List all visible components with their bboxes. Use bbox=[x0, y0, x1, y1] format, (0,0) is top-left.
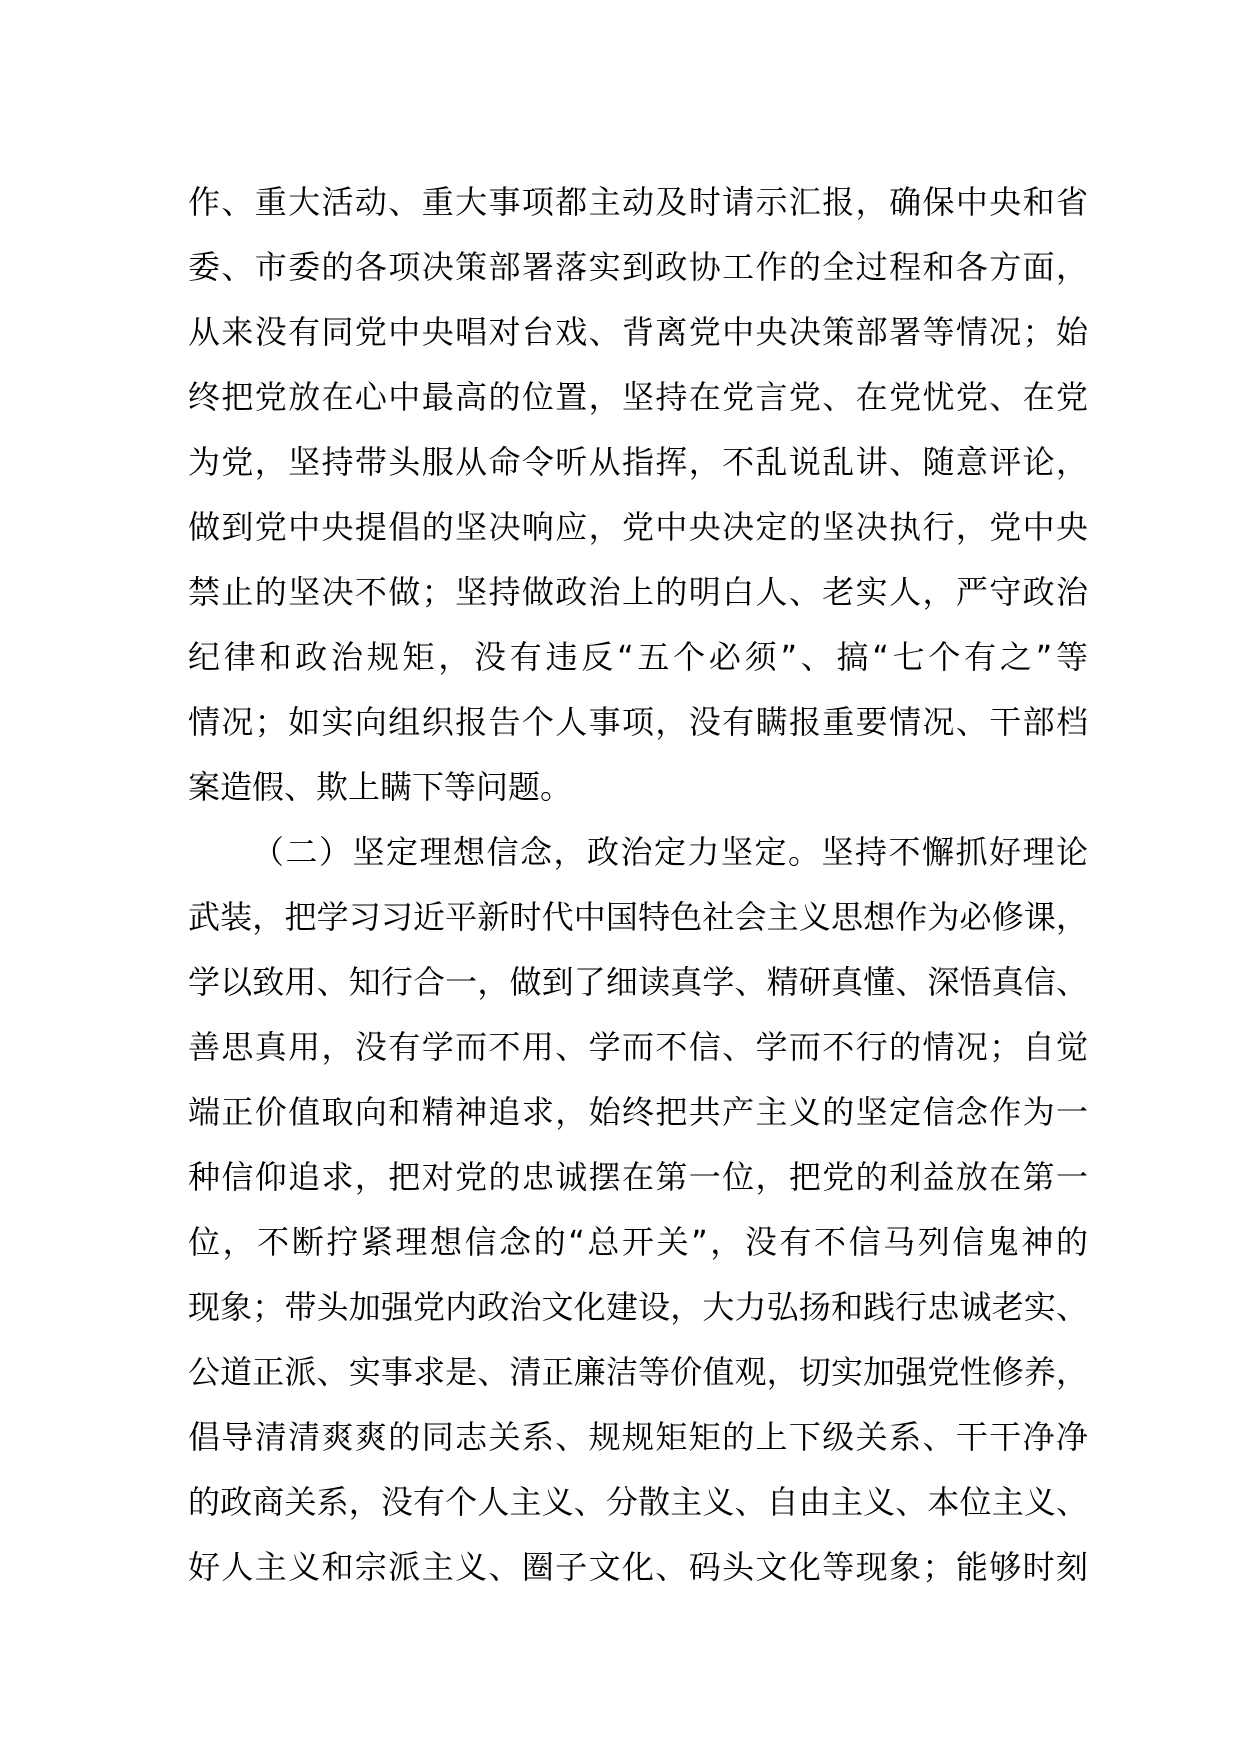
body-line: 武装，把学习习近平新时代中国特色社会主义思想作为必修课， bbox=[188, 898, 1088, 936]
body-line: 现象；带头加强党内政治文化建设，大力弘扬和践行忠诚老实、 bbox=[188, 1288, 1088, 1326]
body-line: 终把党放在心中最高的位置，坚持在党言党、在党忧党、在党 bbox=[188, 378, 1088, 416]
body-line: 情况；如实向组织报告个人事项，没有瞒报重要情况、干部档 bbox=[188, 703, 1088, 741]
section-heading-line: （二）坚定理想信念，政治定力坚定。坚持不懈抓好理论 bbox=[252, 833, 1088, 871]
body-line: 做到党中央提倡的坚决响应，党中央决定的坚决执行，党中央 bbox=[188, 508, 1088, 546]
body-line: 位，不断拧紧理想信念的“总开关”，没有不信马列信鬼神的 bbox=[188, 1223, 1088, 1261]
body-line: 好人主义和宗派主义、圈子文化、码头文化等现象；能够时刻 bbox=[188, 1548, 1088, 1586]
body-line: 善思真用，没有学而不用、学而不信、学而不行的情况；自觉 bbox=[188, 1028, 1088, 1066]
body-line: 委、市委的各项决策部署落实到政协工作的全过程和各方面， bbox=[188, 248, 1088, 286]
body-line: 端正价值取向和精神追求，始终把共产主义的坚定信念作为一 bbox=[188, 1093, 1088, 1131]
body-line: 禁止的坚决不做；坚持做政治上的明白人、老实人，严守政治 bbox=[188, 573, 1088, 611]
body-line: 作、重大活动、重大事项都主动及时请示汇报，确保中央和省 bbox=[188, 183, 1088, 221]
body-line: 学以致用、知行合一，做到了细读真学、精研真懂、深悟真信、 bbox=[188, 963, 1088, 1001]
body-line: 纪律和政治规矩，没有违反“五个必须”、搞“七个有之”等 bbox=[188, 638, 1088, 676]
document-body bbox=[188, 170, 1088, 1600]
body-line: 公道正派、实事求是、清正廉洁等价值观，切实加强党性修养， bbox=[188, 1353, 1088, 1391]
body-line: 为党，坚持带头服从命令听从指挥，不乱说乱讲、随意评论， bbox=[188, 443, 1088, 481]
body-line: 种信仰追求，把对党的忠诚摆在第一位，把党的利益放在第一 bbox=[188, 1158, 1088, 1196]
body-line: 的政商关系，没有个人主义、分散主义、自由主义、本位主义、 bbox=[188, 1483, 1088, 1521]
body-line: 从来没有同党中央唱对台戏、背离党中央决策部署等情况；始 bbox=[188, 313, 1088, 351]
body-line: 倡导清清爽爽的同志关系、规规矩矩的上下级关系、干干净净 bbox=[188, 1418, 1088, 1456]
paragraph-end-line: 案造假、欺上瞒下等问题。 bbox=[188, 768, 573, 806]
